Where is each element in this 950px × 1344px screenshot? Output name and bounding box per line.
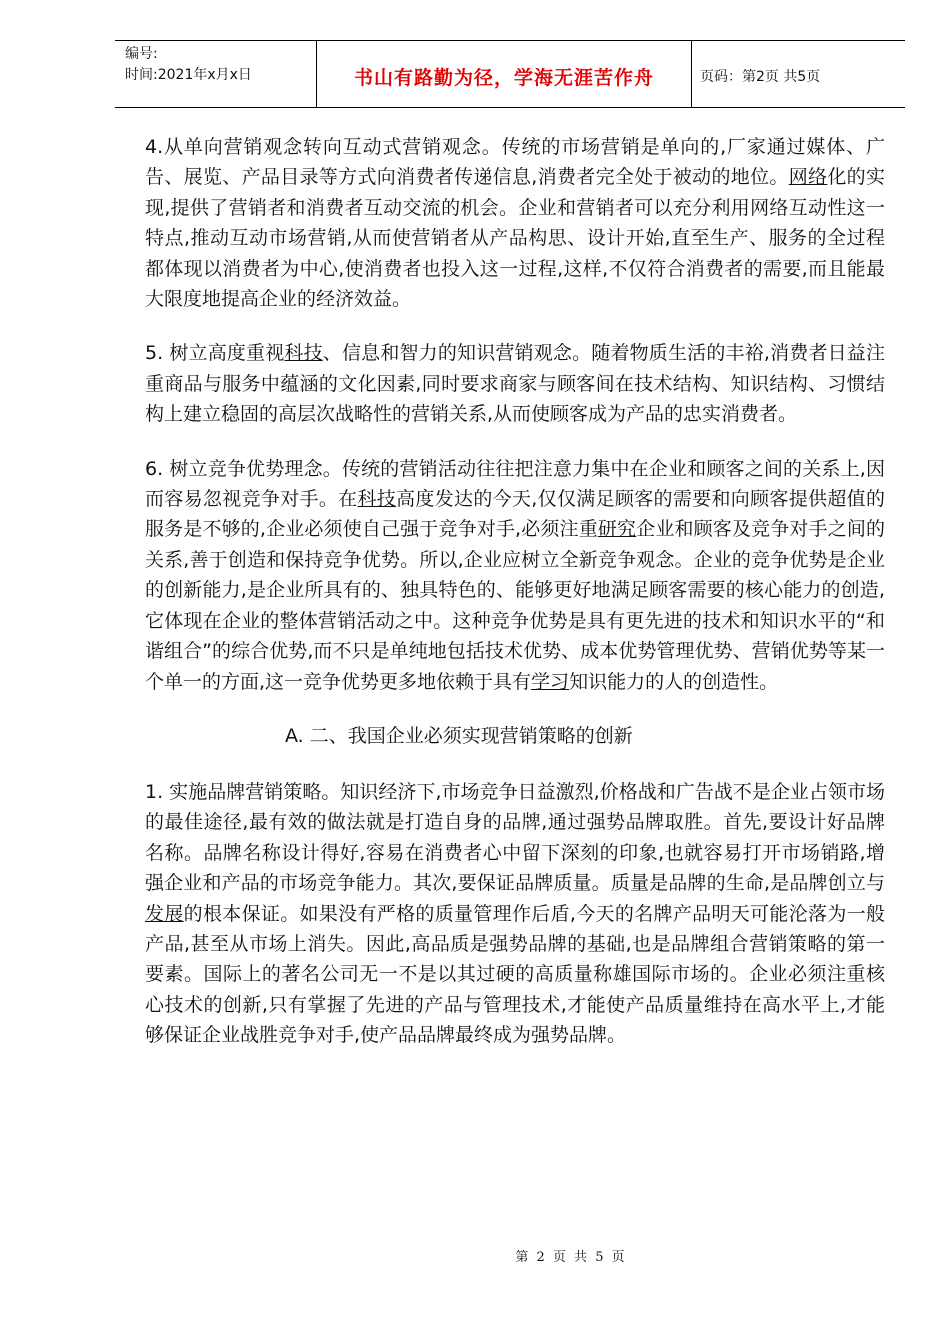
header-motto: 书山有路勤为径，学海无涯苦作舟 bbox=[353, 66, 654, 89]
link-study[interactable]: 学习 bbox=[531, 670, 570, 693]
page-footer bbox=[0, 1246, 950, 1265]
footer-page-number: 第 2 页 共 5 页 bbox=[515, 1250, 625, 1265]
header-page-cell bbox=[692, 41, 905, 107]
link-technology-2[interactable]: 科技 bbox=[357, 488, 397, 511]
link-technology[interactable]: 科技 bbox=[284, 342, 323, 365]
document-number-label: 编号: bbox=[125, 46, 158, 62]
link-development[interactable]: 发展 bbox=[145, 902, 184, 925]
header-meta bbox=[115, 41, 317, 107]
header-motto-cell bbox=[317, 41, 692, 107]
link-research[interactable]: 研究 bbox=[597, 518, 637, 541]
document-body bbox=[145, 132, 885, 1075]
section-heading: A. 二、我国企业必须实现营销策略的创新 bbox=[285, 724, 633, 747]
paragraph-5: 5. 树立高度重视科技、信息和智力的知识营销观念。随着物质生活的丰裕,消费者日益注重商品与服务中蕴涵的文化因素,同时要求商家与顾客间在技术结构、知识结构、习惯结构上建立稳固的高层次战略性的营销关系,从而使顾客成为产品的忠实消费者。 bbox=[145, 342, 885, 426]
link-network[interactable]: 网络 bbox=[788, 166, 828, 189]
header-page-number: 页码：第2页 共5页 bbox=[700, 69, 821, 85]
page-header bbox=[115, 40, 905, 108]
paragraph-4: 4.从单向营销观念转向互动式营销观念。传统的市场营销是单向的,厂家通过媒体、广告、展览、产品目录等方式向消费者传递信息,消费者完全处于被动的地位。网络化的实现,提供了营销者和消费者互动交流的机会。企业和营销者可以充分利用网络互动性这一特点,推动互动市场营销,从而使营销者从产品构思、设计开始,直至生产、服务的全过程都体现以消费者为中心,使消费者也投入这一过程,这样,不仅符合消费者的需要,而且能最大限度地提高企业的经济效益。 bbox=[145, 136, 885, 311]
paragraph-1: 1. 实施品牌营销策略。知识经济下,市场竞争日益激烈,价格战和广告战不是企业占领市场的最佳途径,最有效的做法就是打造自身的品牌,通过强势品牌取胜。首先,要设计好品牌名称。品牌名称设计得好,容易在消费者心中留下深刻的印象,也就容易打开市场销路,增强企业和产品的市场竞争能力。其次,要保证品牌质量。质量是品牌的生命,是品牌创立与发展的根本保证。如果没有严格的质量管理作后盾,今天的名牌产品明天可能沦落为一般产品,甚至从市场上消失。因此,高品质是强势品牌的基础,也是品牌组合营销策略的第一要素。国际上的著名公司无一不是以其过硬的高质量称雄国际市场的。企业必须注重核心技术的创新,只有掌握了先进的产品与管理技术,才能使产品质量维持在高水平上,才能够保证企业战胜竞争对手,使产品品牌最终成为强势品牌。 bbox=[145, 780, 885, 1047]
document-time-label: 时间:2021年x月x日 bbox=[125, 67, 252, 83]
paragraph-6: 6. 树立竞争优势理念。传统的营销活动往往把注意力集中在企业和顾客之间的关系上,因而容易忽视竞争对手。在科技高度发达的今天,仅仅满足顾客的需要和向顾客提供超值的服务是不够的,企业必须使自己强于竞争对手,必须注重研究企业和顾客及竞争对手之间的关系,善于创造和保持竞争优势。所以,企业应树立全新竞争观念。企业的竞争优势是企业的创新能力,是企业所具有的、独具特色的、能够更好地满足顾客需要的核心能力的创造,它体现在企业的整体营销活动之中。这种竞争优势是具有更先进的技术和知识水平的“和谐组合”的综合优势,而不只是单纯地包括技术优势、成本优势管理优势、营销优势等某一个单一的方面,这一竞争优势更多地依赖于具有学习知识能力的人的创造性。 bbox=[145, 457, 885, 693]
